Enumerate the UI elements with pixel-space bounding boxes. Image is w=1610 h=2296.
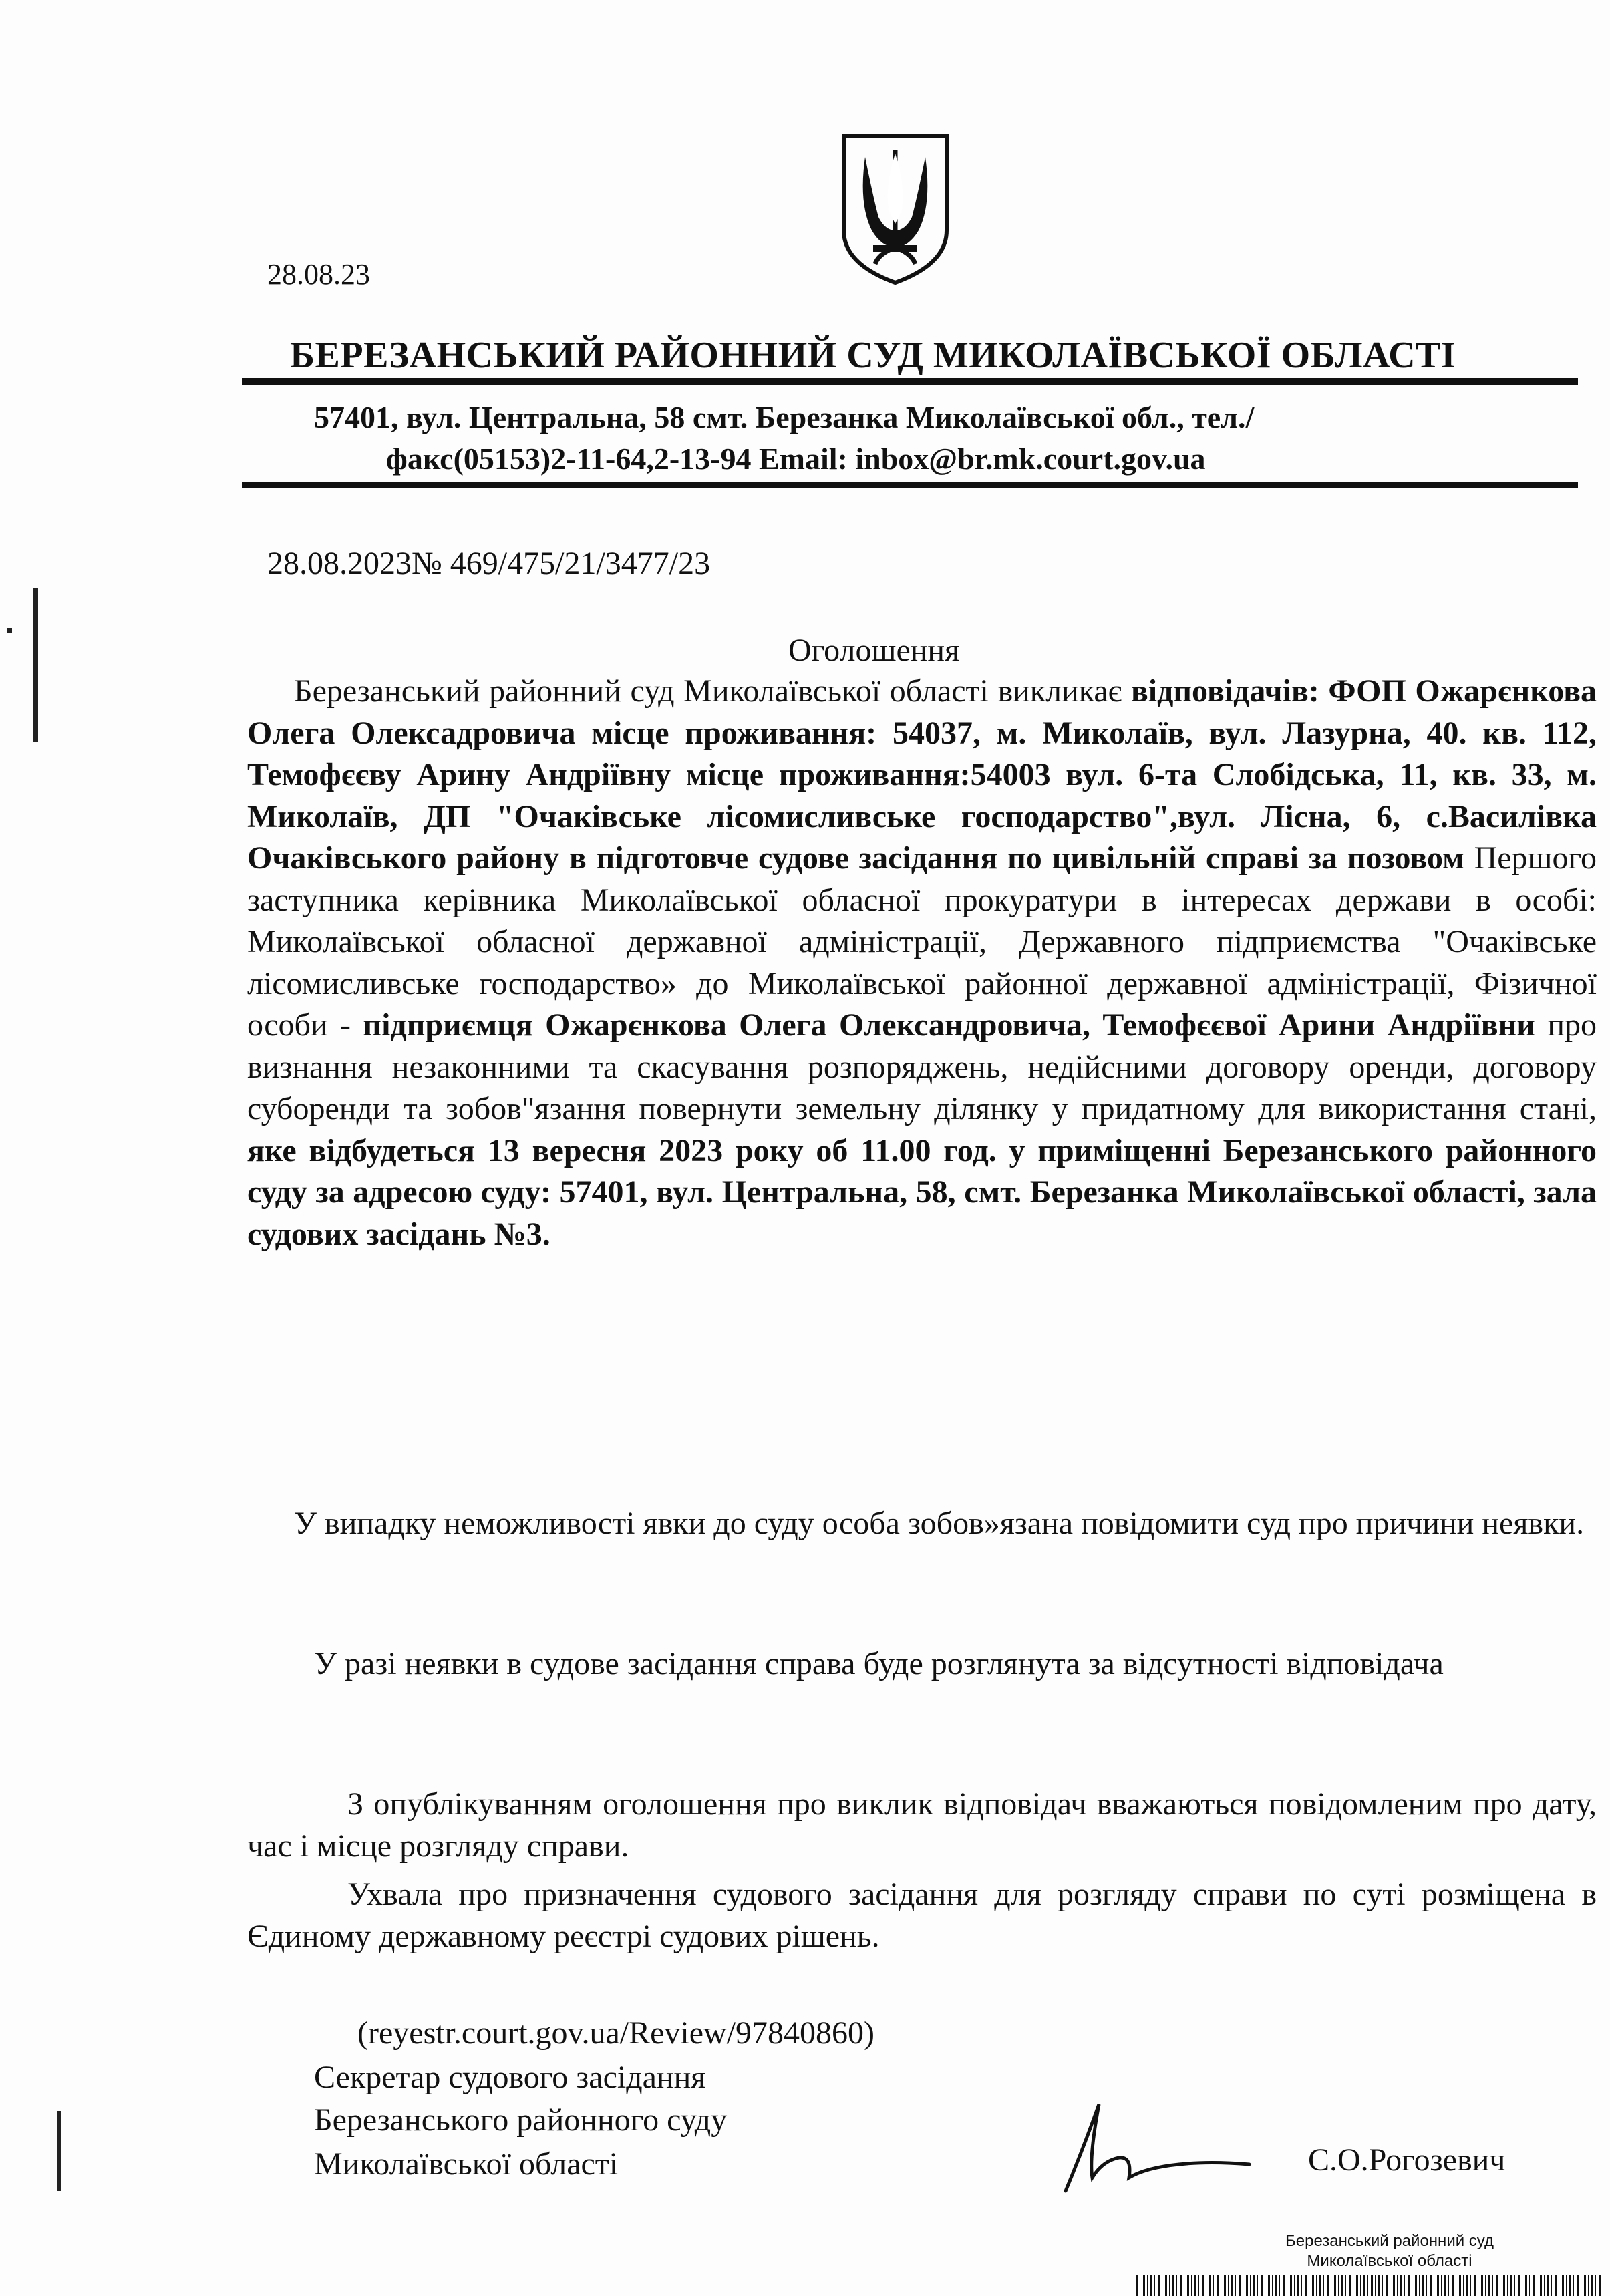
handwritten-signature <box>1035 2078 1256 2204</box>
defendants-list: відповідачів: ФОП Ожарєнкова Олега Олексадровича місце проживання: 54037, м. Миколаїв, вул. Лазурна, 40. кв. 112, Темофєєву Арину Андріївну місце проживання:54003 вул. 6-та Слобідська, 11, кв. 33, м. Миколаїв, ДП "Очаківське лісомисливське господарство",вул. Лісна, 6, с.Василівка Очаківського району в підготовче судове засідання по цивільній справі за позовом <box>247 673 1597 876</box>
hearing-details: яке відбудеться 13 вересня 2023 року об 11.00 год. у приміщенні Березанського районного суду за адресою суду: 57401, вул. Центральна, 58, смт. Березанка Миколаївської області, зала судових засідань №3. <box>247 1132 1597 1252</box>
announcement-paragraph-absence: У випадку неможливості явки до суду особа зобов»язана повідомити суд про причини неявки. <box>294 1506 1585 1541</box>
announcement-title: Оголошення <box>788 633 960 668</box>
scan-mark-left-dot <box>7 628 12 633</box>
coat-of-arms-emblem <box>838 130 952 287</box>
scan-mark-left-lower <box>57 2111 61 2191</box>
barcode <box>1136 2275 1603 2296</box>
court-address-line2: факс(05153)2-11-64,2-13-94 Email: inbox@br.mk.court.gov.ua <box>386 442 1206 476</box>
stamp-line1: Березанський районний суд <box>1285 2232 1494 2250</box>
secretary-role-line1: Секретар судового засідання <box>314 2060 706 2095</box>
court-address-line1: 57401, вул. Центральна, 58 смт. Березанка Миколаївської обл., тел./ <box>314 400 1255 434</box>
announcement-paragraph-main <box>247 671 1597 1255</box>
document-date: 28.08.23 <box>267 258 370 291</box>
court-name-heading: БЕРЕЗАНСЬКИЙ РАЙОННИЙ СУД МИКОЛАЇВСЬКОЇ ОБЛАСТІ <box>290 335 1456 376</box>
secretary-role-line3: Миколаївської області <box>314 2146 619 2182</box>
registration-number: 28.08.2023№ 469/475/21/3477/23 <box>267 546 711 581</box>
announcement-paragraph-consequence: У разі неявки в судове засідання справа буде розглянута за відсутності відповідача <box>314 1646 1444 1681</box>
scan-mark-left <box>33 588 38 742</box>
announcement-paragraph-notice: З опублікуванням оголошення про виклик відповідач вважаються повідомленим про дату, час і місце розгляду справи. <box>247 1786 1597 1864</box>
court-stamp <box>1229 2231 1550 2271</box>
announcement-paragraph-ruling: Ухвала про призначення судового засідання для розгляду справи по суті розміщена в Єдиному державному реєстрі судових рішень. <box>247 1876 1597 1954</box>
secretary-role-line2: Березанського районного суду <box>314 2102 728 2138</box>
defendants-names: підприємця Ожарєнкова Олега Олександровича, Темофєєвої Арини Андріївни <box>363 1007 1535 1043</box>
claim-subject: про визнання незаконними та скасування розпоряджень, недійсними договору оренди, договору суборенди та зобов"язання повернути земельну ділянку у придатному для використання стані, <box>247 1007 1597 1126</box>
plaintiff-description: Першого заступника керівника Миколаївської обласної прокуратури в інтересах держави в особі: Миколаївської обласної державної адміністрації, Державного підприємства "Очаківське лісомисливське господарство» до Миколаївської районної державної адміністрації, Фізичної особи - <box>247 840 1597 1043</box>
header-rule-bottom <box>242 482 1578 488</box>
secretary-name: С.О.Рогозевич <box>1308 2142 1506 2178</box>
header-rule-top <box>242 378 1578 385</box>
registry-link: (reyestr.court.gov.ua/Review/97840860) <box>357 2015 875 2051</box>
stamp-line2: Миколаївської області <box>1307 2252 1472 2270</box>
announcement-intro: Березанський районний суд Миколаївської області викликає <box>294 673 1131 709</box>
